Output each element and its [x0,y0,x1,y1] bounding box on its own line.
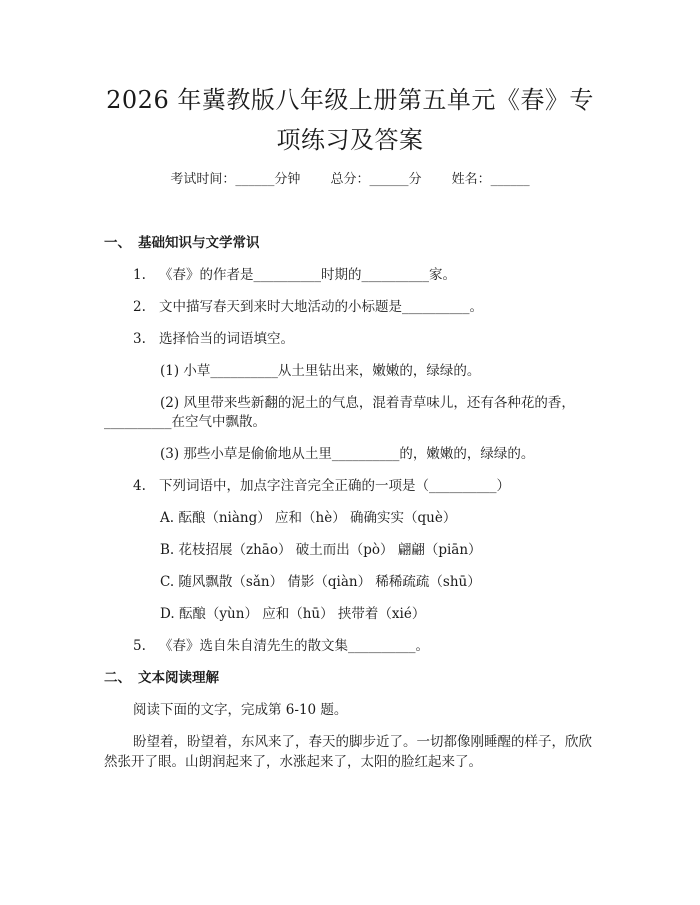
title-line-2: 项练习及答案 [276,126,424,154]
document-title [60,80,640,160]
question-2: 2. 文中描写春天到来时大地活动的小标题是__________。 [133,299,483,315]
reading-instruction: 阅读下面的文字，完成第 6-10 题。 [133,702,348,718]
passage-line-2: 然张开了眼。山朗润起来了，水涨起来了，太阳的脸红起来了。 [104,754,482,770]
question-4: 4. 下列词语中，加点字注音完全正确的一项是（__________） [133,478,510,494]
section-1-heading: 一、 基础知识与文学常识 [104,235,260,251]
question-3-2-continued: __________在空气中飘散。 [104,414,266,430]
option-a: A. 酝酿（niàng） 应和（hè） 确确实实（què） [160,510,457,526]
total-score: 总分：______分 [330,172,422,187]
student-name: 姓名：______ [451,172,530,187]
exam-time: 考试时间：______分钟 [170,172,301,187]
passage-line-1: 盼望着，盼望着，东风来了，春天的脚步近了。一切都像刚睡醒的样子，欣欣 [133,734,592,750]
option-d: D. 酝酿（yùn） 应和（hū） 挟带着（xié） [160,606,426,622]
question-3-3: (3) 那些小草是偷偷地从土里__________的，嫩嫩的，绿绿的。 [160,446,535,462]
exam-meta [0,168,700,187]
question-3: 3. 选择恰当的词语填空。 [133,331,294,347]
question-3-2: (2) 风里带来些新翻的泥土的气息，混着青草味儿，还有各种花的香， [160,395,575,411]
option-b: B. 花枝招展（zhāo） 破土而出（pò） 翩翩（piān） [160,542,482,558]
title-line-1: 2026 年冀教版八年级上册第五单元《春》专 [106,86,594,114]
option-c: C. 随风飘散（sǎn） 倩影（qiàn） 稀稀疏疏（shū） [160,574,481,590]
section-2-heading: 二、 文本阅读理解 [104,670,219,686]
question-3-1: (1) 小草__________从土里钻出来，嫩嫩的，绿绿的。 [160,363,481,379]
question-1: 1. 《春》的作者是__________时期的__________家。 [133,267,456,283]
question-5: 5. 《春》选自朱自清先生的散文集__________。 [133,638,429,654]
